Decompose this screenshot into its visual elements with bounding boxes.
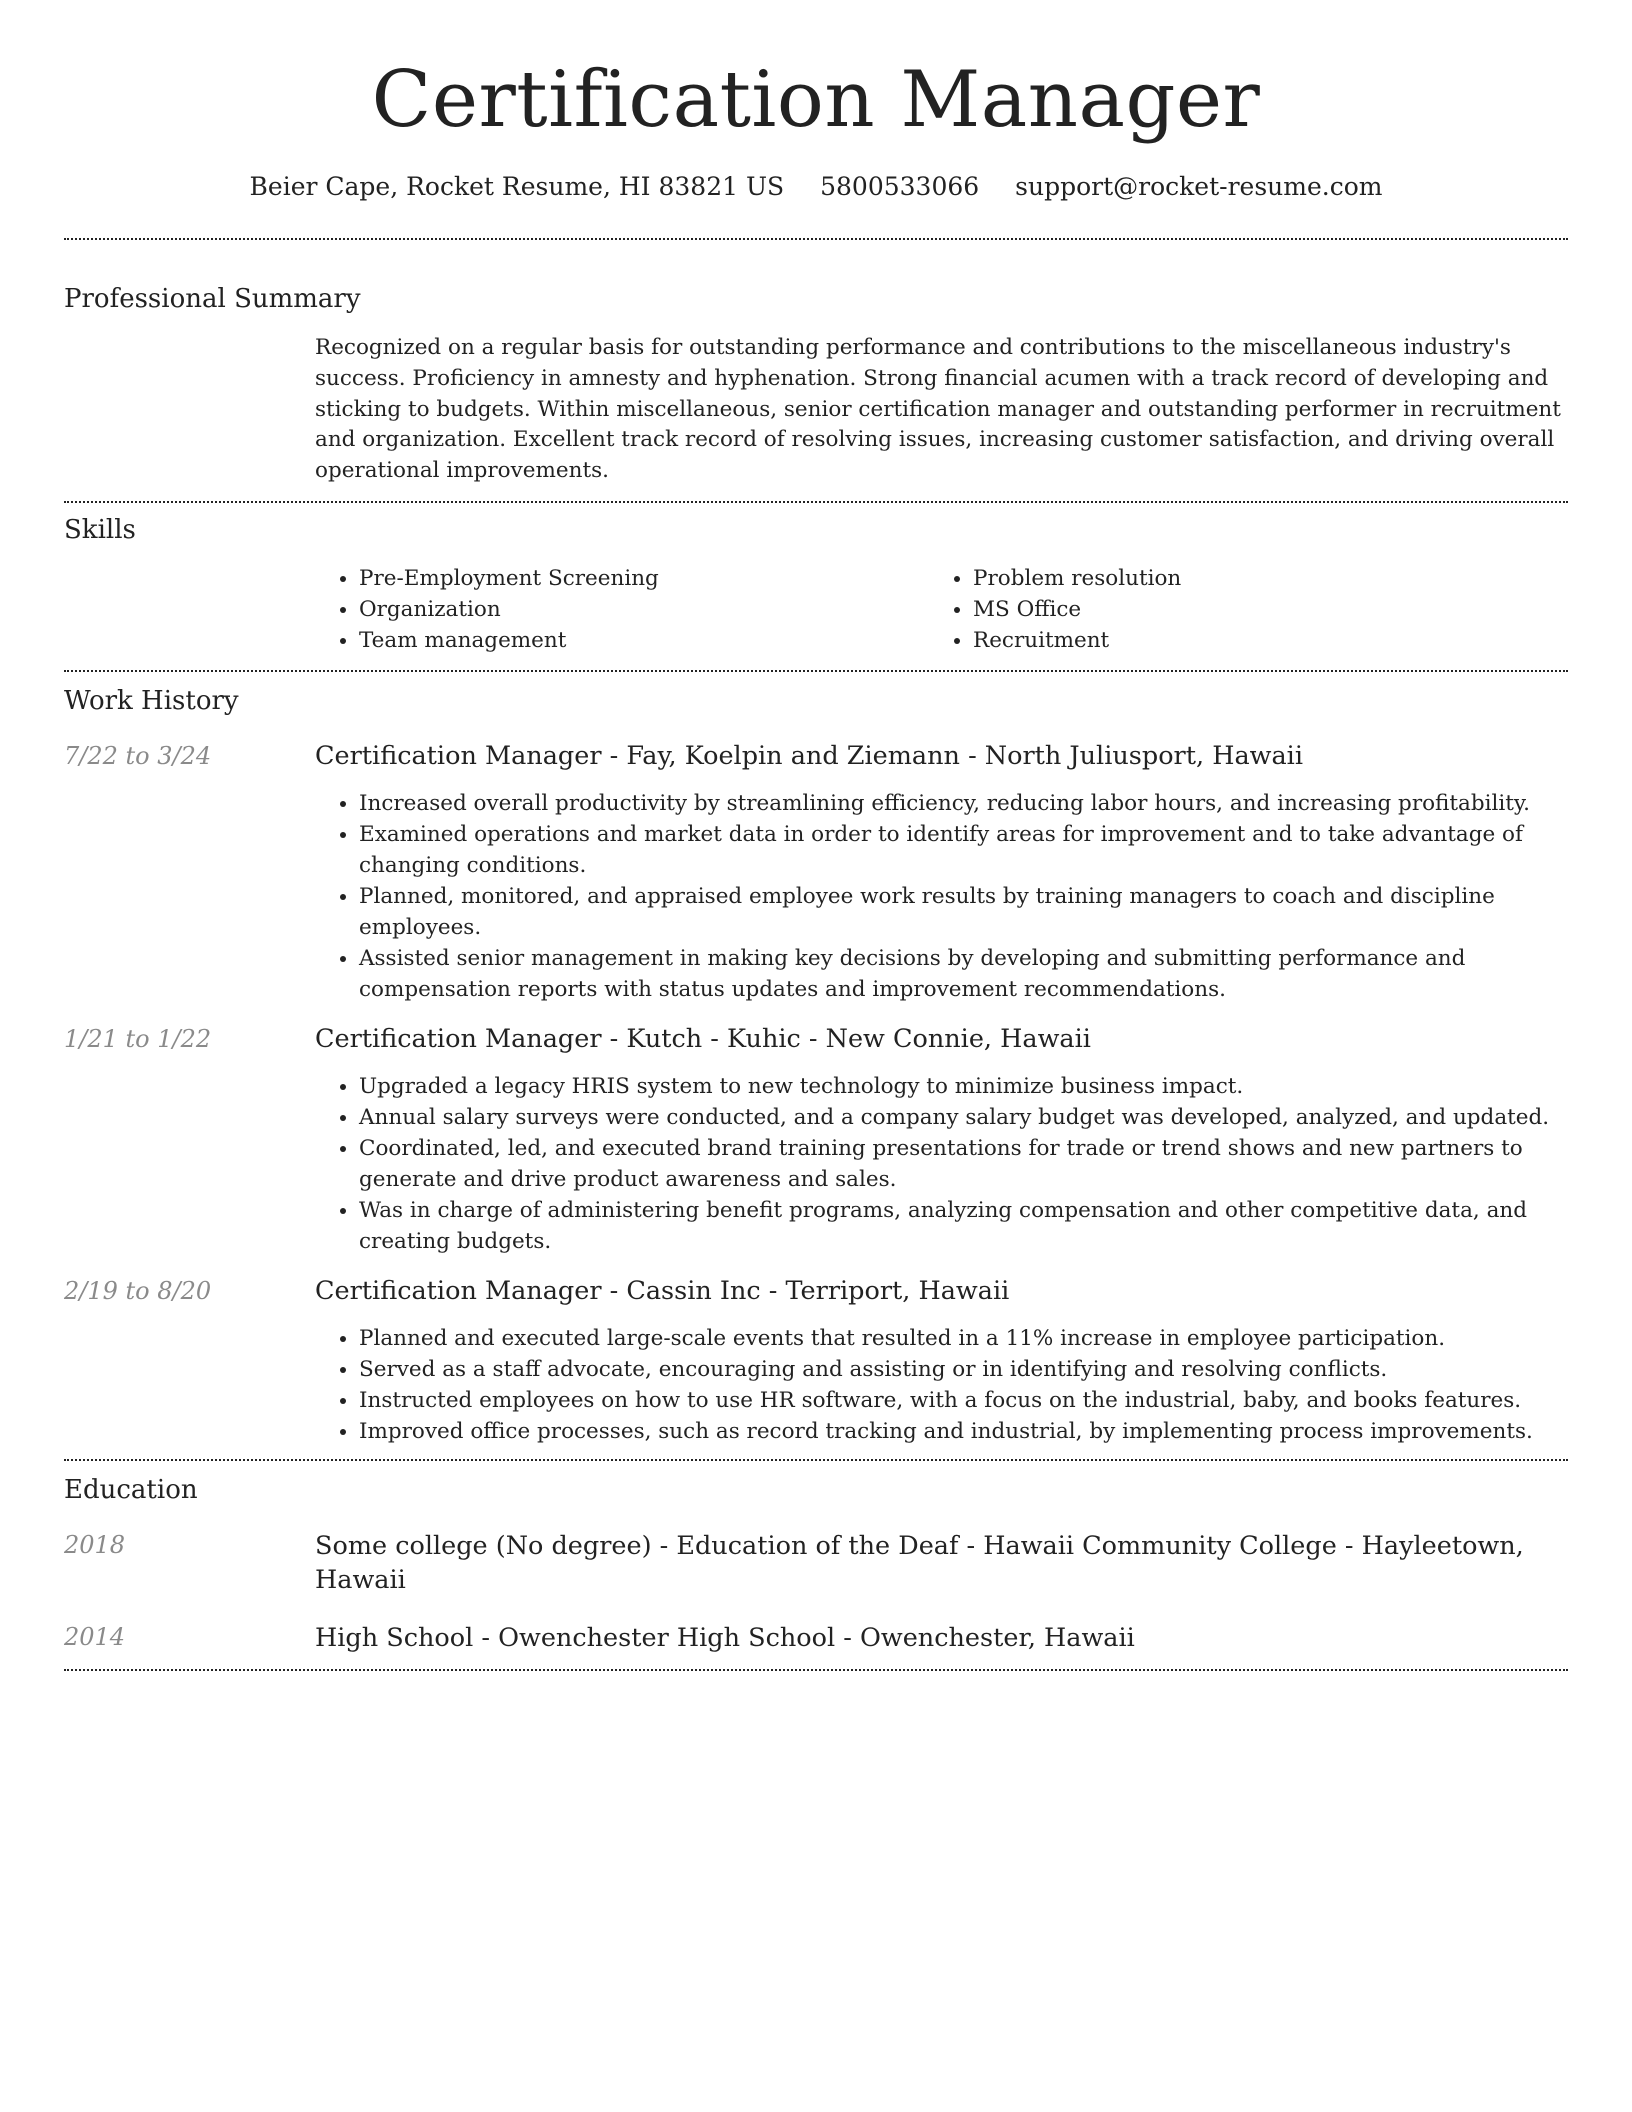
job-bullets bbox=[315, 1071, 1568, 1257]
job-bullet: • Planned, monitored, and appraised employee work results by training managers to coach and discipline employees. bbox=[359, 881, 1568, 943]
job-entry bbox=[64, 1023, 1568, 1257]
job-body bbox=[315, 1023, 1568, 1257]
skill-item: • Pre-Employment Screening bbox=[359, 563, 929, 594]
resume-header bbox=[64, 0, 1568, 204]
job-heading: Certification Manager - Kutch - Kuhic - New Connie, Hawaii bbox=[315, 1023, 1091, 1054]
contact-phone: 5800533066 bbox=[820, 172, 980, 201]
skill-item: • Recruitment bbox=[973, 625, 1543, 656]
education-heading: Some college (No degree) - Education of the Deaf - Hawaii Community College - Hayleetown, Hawaii bbox=[315, 1530, 1524, 1595]
skill-item: • Organization bbox=[359, 594, 929, 625]
skills-column-left bbox=[315, 563, 929, 656]
job-bullets bbox=[315, 788, 1568, 1005]
education-date: 2018 bbox=[64, 1530, 126, 1559]
job-heading: Certification Manager - Fay, Koelpin and Ziemann - North Juliusport, Hawaii bbox=[315, 740, 1303, 771]
job-entry bbox=[64, 740, 1568, 1005]
contact-address: Beier Cape, Rocket Resume, HI 83821 US bbox=[249, 172, 785, 201]
job-bullet: • Improved office processes, such as record tracking and industrial, by implementing process improvements. bbox=[359, 1416, 1568, 1447]
work-history-section bbox=[64, 672, 1568, 1459]
education-body bbox=[315, 1529, 1568, 1597]
skills-section bbox=[64, 503, 1568, 670]
job-bullets bbox=[315, 1323, 1568, 1447]
education-body bbox=[315, 1621, 1568, 1655]
education-date: 2014 bbox=[64, 1622, 126, 1651]
job-date: 7/22 to 3/24 bbox=[64, 741, 212, 770]
summary-section bbox=[64, 240, 1568, 501]
candidate-name: Certification Manager bbox=[371, 55, 1261, 145]
education-section bbox=[64, 1461, 1568, 1669]
job-date: 1/21 to 1/22 bbox=[64, 1024, 212, 1053]
job-bullet: • Examined operations and market data in order to identify areas for improvement and to take advantage of changing conditions. bbox=[359, 819, 1568, 881]
job-bullet: • Served as a staff advocate, encouraging and assisting or in identifying and resolving conflicts. bbox=[359, 1354, 1568, 1385]
job-body bbox=[315, 1275, 1568, 1459]
contact-email: support@rocket-resume.com bbox=[1015, 172, 1383, 201]
skill-item: • Team management bbox=[359, 625, 929, 656]
job-bullet: • Was in charge of administering benefit programs, analyzing compensation and other competitive data, and creating budgets. bbox=[359, 1195, 1568, 1257]
job-bullet: • Assisted senior management in making key decisions by developing and submitting performance and compensation reports with status updates and improvement recommendations. bbox=[359, 943, 1568, 1005]
education-title: Education bbox=[64, 1474, 198, 1505]
job-bullet: • Planned and executed large-scale events that resulted in a 11% increase in employee participation. bbox=[359, 1323, 1568, 1354]
job-bullet: • Upgraded a legacy HRIS system to new technology to minimize business impact. bbox=[359, 1071, 1568, 1102]
job-bullet: • Instructed employees on how to use HR software, with a focus on the industrial, baby, and books features. bbox=[359, 1385, 1568, 1416]
job-date: 2/19 to 8/20 bbox=[64, 1276, 212, 1305]
education-heading: High School - Owenchester High School - Owenchester, Hawaii bbox=[315, 1622, 1135, 1653]
education-entry bbox=[64, 1621, 1568, 1669]
skills-title: Skills bbox=[64, 514, 136, 545]
job-bullet: • Increased overall productivity by streamlining efficiency, reducing labor hours, and increasing profitability. bbox=[359, 788, 1568, 819]
job-heading: Certification Manager - Cassin Inc - Terriport, Hawaii bbox=[315, 1275, 1010, 1306]
section-divider bbox=[64, 1669, 1568, 1671]
skill-item: • MS Office bbox=[973, 594, 1543, 625]
skills-list bbox=[315, 563, 1568, 670]
work-history-title: Work History bbox=[64, 685, 239, 716]
skill-item: • Problem resolution bbox=[973, 563, 1543, 594]
job-bullet: • Coordinated, led, and executed brand training presentations for trade or trend shows and new partners to generate and drive product awareness and sales. bbox=[359, 1133, 1568, 1195]
summary-text: Recognized on a regular basis for outstanding performance and contributions to the miscellaneous industry's success. Proficiency in amnesty and hyphenation. Strong financial acumen with a track record of developing and sticking to budgets. Within miscellaneous, senior certification manager and outstanding performer in recruitment and organization. Excellent track record of resolving issues, increasing customer satisfaction, and driving overall operational improvements. bbox=[315, 335, 1561, 484]
job-body bbox=[315, 740, 1568, 1005]
job-entry bbox=[64, 1275, 1568, 1459]
education-entry bbox=[64, 1529, 1568, 1597]
job-bullet: • Annual salary surveys were conducted, and a company salary budget was developed, analyzed, and updated. bbox=[359, 1102, 1568, 1133]
summary-title: Professional Summary bbox=[64, 284, 361, 314]
contact-line bbox=[64, 170, 1568, 204]
skills-column-right bbox=[929, 563, 1543, 656]
